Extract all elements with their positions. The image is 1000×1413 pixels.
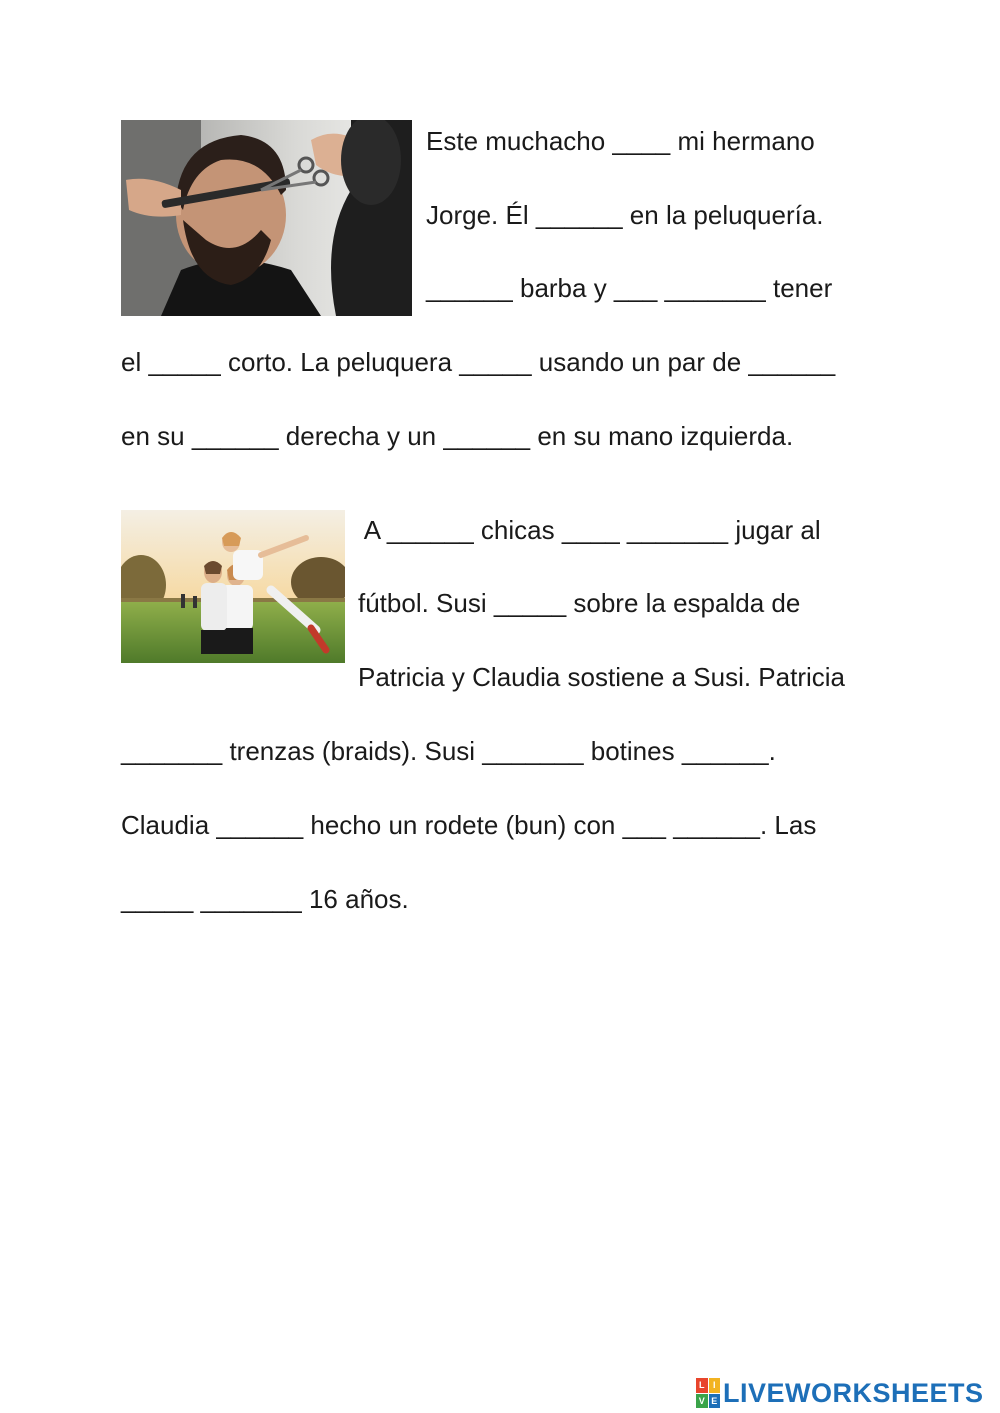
paragraph2-line-2: fútbol. Susi _____ sobre la espalda de	[358, 588, 801, 618]
liveworksheets-logo-icon	[696, 1378, 720, 1408]
football-girls-photo	[121, 510, 345, 663]
liveworksheets-logo	[696, 1376, 984, 1410]
paragraph1-line-4: el _____ corto. La peluquera _____ usando un par de ______	[121, 347, 836, 377]
paragraph2-line-1: A ______ chicas ____ _______ jugar al	[358, 515, 821, 545]
paragraph2-line-6: _____ _______ 16 años.	[121, 884, 409, 914]
paragraph1-line-2: Jorge. Él ______ en la peluquería.	[426, 200, 824, 230]
paragraph1-line-1: Este muchacho ____ mi hermano	[426, 126, 815, 156]
paragraph1-line-5: en su ______ derecha y un ______ en su mano izquierda.	[121, 421, 794, 451]
logo-mark-letter: E	[709, 1394, 721, 1409]
logo-mark-letter: I	[709, 1378, 721, 1393]
logo-mark-letter: L	[696, 1378, 708, 1393]
paragraph2-line-3: Patricia y Claudia sostiene a Susi. Patricia	[358, 662, 846, 692]
paragraph2-line-4: _______ trenzas (braids). Susi _______ botines ______.	[121, 736, 776, 766]
logo-mark-letter: V	[696, 1394, 708, 1409]
barber-photo	[121, 120, 412, 316]
liveworksheets-logo-text: LIVEWORKSHEETS	[723, 1377, 984, 1408]
paragraph2-line-5: Claudia ______ hecho un rodete (bun) con ___ ______. Las	[121, 810, 817, 840]
paragraph1-line-3: ______ barba y ___ _______ tener	[426, 273, 833, 303]
